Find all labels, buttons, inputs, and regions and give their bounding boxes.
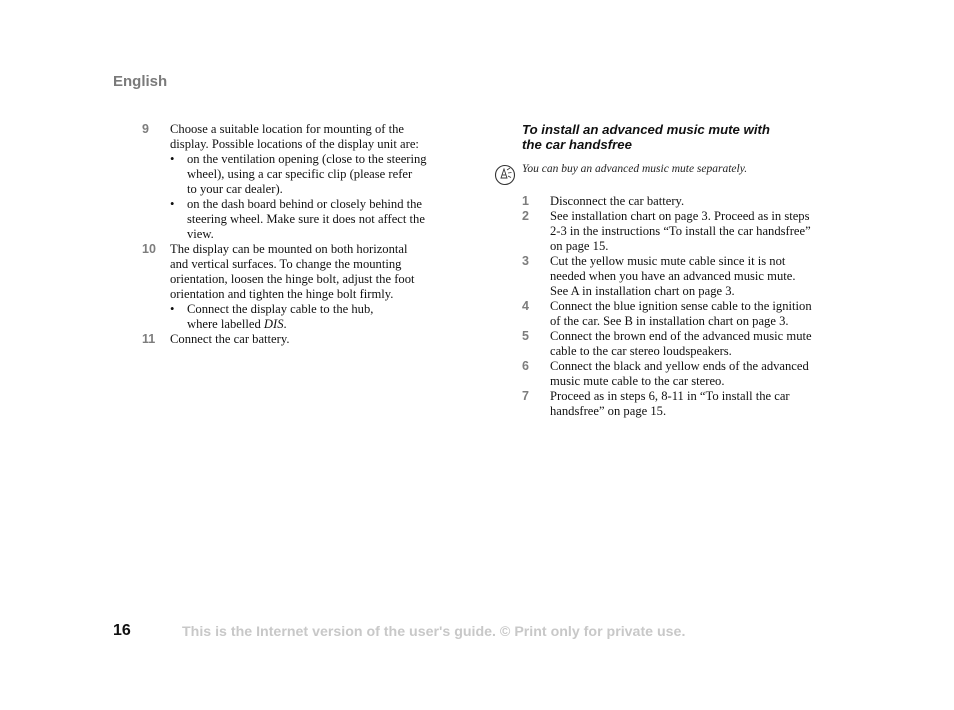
- port-label: DIS: [263, 317, 284, 331]
- step-text: [550, 389, 855, 419]
- step-line: of the car. See B in installation chart on page 3.: [550, 314, 789, 328]
- step-number: 7: [522, 389, 529, 403]
- step-number: 5: [522, 329, 529, 343]
- step-line: Choose a suitable location for mounting of the: [170, 122, 404, 136]
- step-text: [550, 209, 855, 254]
- section-heading: [522, 123, 852, 152]
- step-text: [170, 122, 470, 152]
- bullet-line: [187, 317, 477, 332]
- page-number: 16: [113, 622, 131, 639]
- step-line: Proceed as in steps 6, 8-11 in “To install the car: [550, 389, 790, 403]
- bullet-item: [187, 302, 477, 332]
- step-number: 4: [522, 299, 529, 313]
- bullet-item: [187, 197, 477, 242]
- tip-note: You can buy an advanced music mute separately.: [522, 163, 748, 175]
- step-line: display. Possible locations of the display unit are:: [170, 137, 419, 151]
- step-line: Connect the blue ignition sense cable to the ignition: [550, 299, 812, 313]
- step-line: cable to the car stereo loudspeakers.: [550, 344, 732, 358]
- step-number: 9: [142, 122, 149, 136]
- step-text: [550, 359, 855, 389]
- step-number: 2: [522, 209, 529, 223]
- step-line: See A in installation chart on page 3.: [550, 284, 735, 298]
- step-number: 11: [142, 332, 156, 346]
- step-text: [550, 329, 855, 359]
- step-number: 1: [522, 194, 529, 208]
- step-line: orientation, loosen the hinge bolt, adjust the foot: [170, 272, 415, 286]
- bullet-line: wheel), using a car specific clip (please refer: [187, 167, 413, 181]
- step-text: [170, 242, 470, 302]
- step-line: orientation and tighten the hinge bolt firmly.: [170, 287, 394, 301]
- language-header: English: [113, 73, 168, 90]
- bullet-line: steering wheel. Make sure it does not affect the: [187, 212, 425, 226]
- step-number: 6: [522, 359, 529, 373]
- step-line: Cut the yellow music mute cable since it is not: [550, 254, 786, 268]
- step-text: [170, 332, 470, 347]
- bullet-marker: •: [170, 302, 175, 316]
- step-line: See installation chart on page 3. Proceed as in steps: [550, 209, 810, 223]
- bullet-line: on the dash board behind or closely behind the: [187, 197, 423, 211]
- tip-icon: [494, 164, 516, 186]
- step-line: on page 15.: [550, 239, 609, 253]
- step-text: [550, 194, 855, 209]
- step-line: needed when you have an advanced music mute.: [550, 269, 796, 283]
- step-line: The display can be mounted on both horizontal: [170, 242, 408, 256]
- bullet-marker: •: [170, 152, 175, 166]
- bullet-line-text: where labelled: [187, 317, 264, 331]
- step-text: [550, 299, 855, 329]
- step-line: 2-3 in the instructions “To install the car handsfree”: [550, 224, 811, 238]
- bullet-line: on the ventilation opening (close to the steering: [187, 152, 427, 166]
- step-line: Connect the brown end of the advanced music mute: [550, 329, 812, 343]
- bullet-line: view.: [187, 227, 214, 241]
- step-line: Connect the black and yellow ends of the advanced: [550, 359, 809, 373]
- bullet-line: to your car dealer).: [187, 182, 283, 196]
- step-line: Disconnect the car battery.: [550, 194, 685, 208]
- step-line: music mute cable to the car stereo.: [550, 374, 725, 388]
- step-text: [550, 254, 855, 299]
- bullet-line: Connect the display cable to the hub,: [187, 302, 374, 316]
- step-number: 3: [522, 254, 529, 268]
- heading-line: the car handsfree: [522, 136, 632, 152]
- bullet-marker: •: [170, 197, 175, 211]
- step-number: 10: [142, 242, 156, 256]
- step-line: and vertical surfaces. To change the mounting: [170, 257, 402, 271]
- footer-notice: This is the Internet version of the user's guide. © Print only for private use.: [182, 624, 686, 640]
- bullet-line-tail: .: [283, 317, 287, 331]
- bullet-item: [187, 152, 477, 197]
- heading-line: To install an advanced music mute with: [522, 122, 770, 137]
- step-line: handsfree” on page 15.: [550, 404, 667, 418]
- step-line: Connect the car battery.: [170, 332, 290, 346]
